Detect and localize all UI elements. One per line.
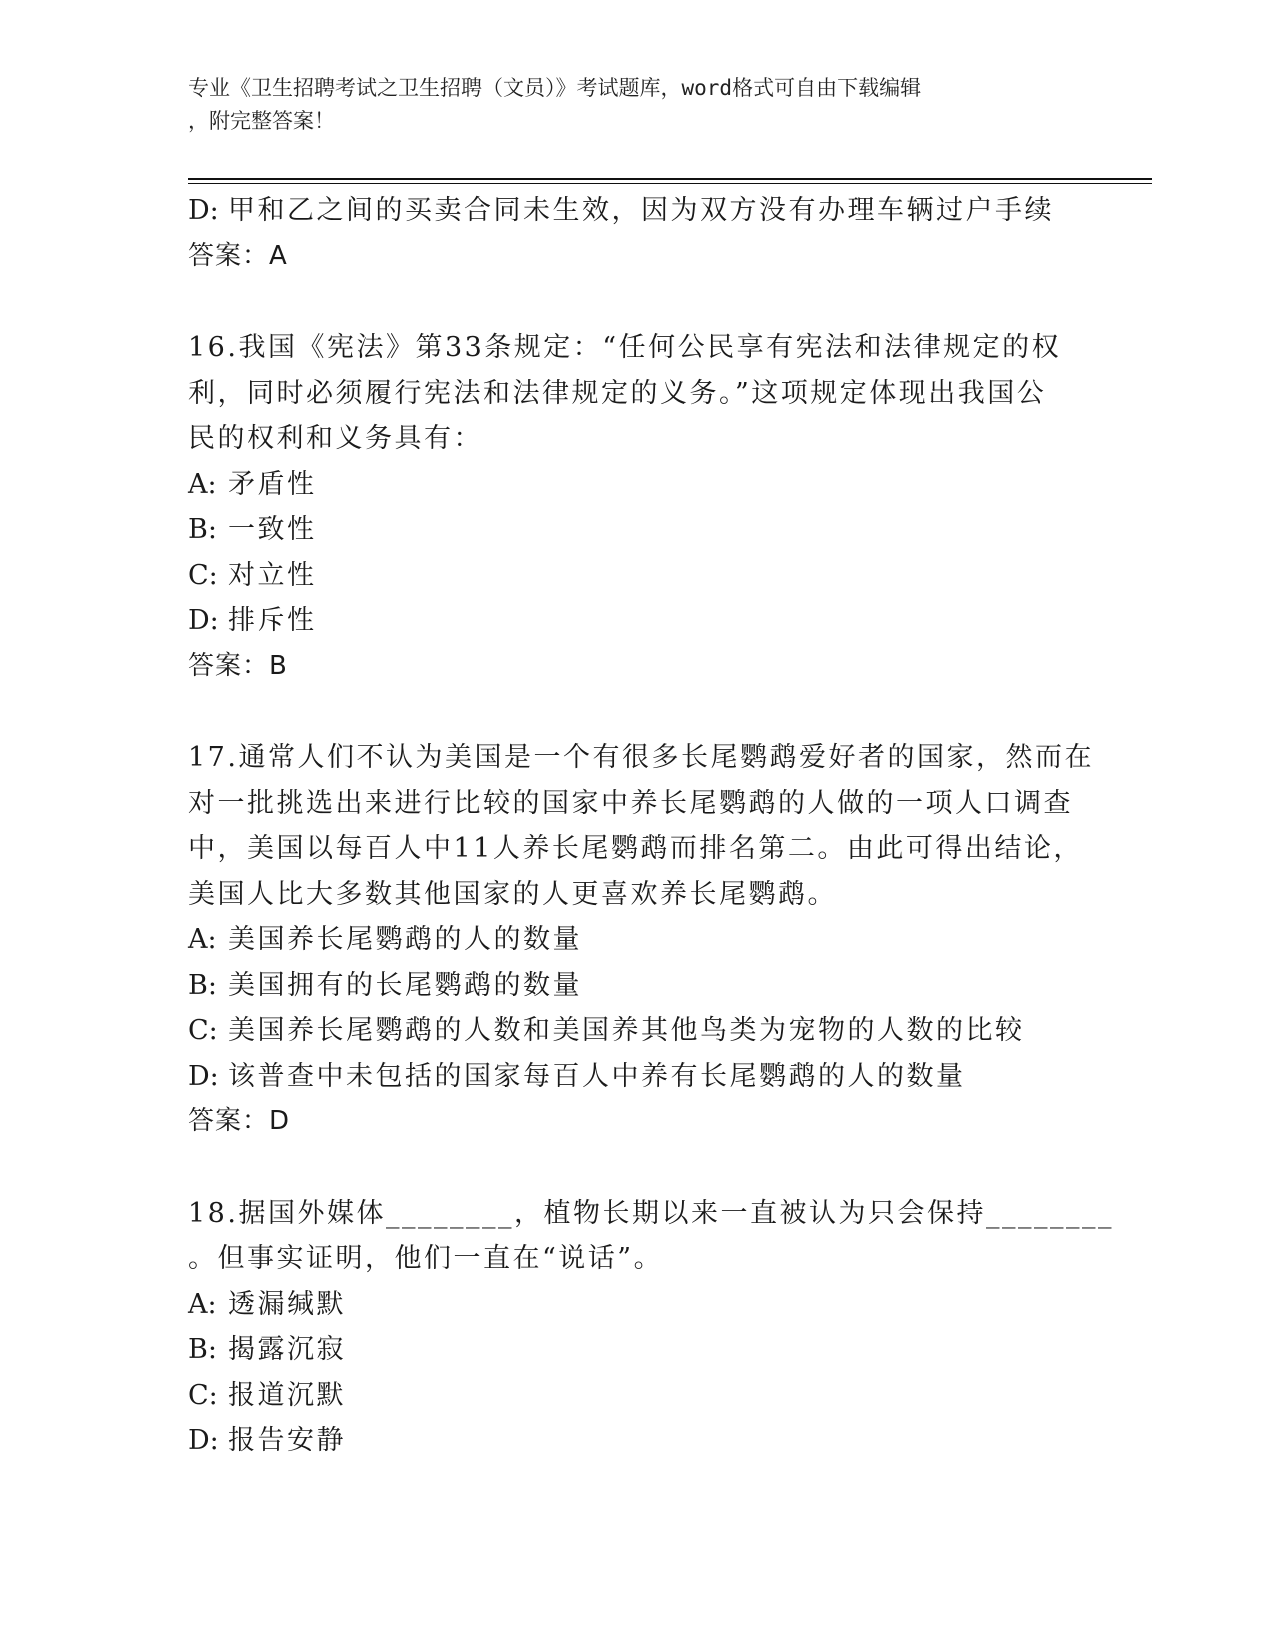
answer: 答案：D (188, 1106, 291, 1136)
question-stem-line: 美国人比大多数其他国家的人更喜欢养长尾鹦鹉。 (188, 878, 837, 910)
option-a: A: 矛盾性 (188, 468, 317, 500)
option-d: D: 该普查中未包括的国家每百人中养有长尾鹦鹉的人的数量 (188, 1060, 966, 1092)
answer: 答案：A (188, 240, 288, 271)
option-b: B: 揭露沉寂 (188, 1334, 346, 1365)
question-18 (188, 1191, 1114, 1464)
question-16 (188, 325, 1088, 689)
question-17 (188, 735, 1094, 1145)
option-b: B: 美国拥有的长尾鹦鹉的数量 (188, 969, 582, 1001)
option-a: A: 透漏缄默 (188, 1288, 346, 1320)
option-a: A: 美国养长尾鹦鹉的人的数量 (188, 924, 582, 955)
question-stem-line: 16.我国《宪法》第33条规定：“任何公民享有宪法和法律规定的权 (188, 332, 1062, 363)
question-stem-line: 利，同时必须履行宪法和法律规定的义务。”这项规定体现出我国公 (188, 377, 1047, 409)
option-c: C: 美国养长尾鹦鹉的人数和美国养其他鸟类为宠物的人数的比较 (188, 1015, 1025, 1046)
option-d: D: 甲和乙之间的买卖合同未生效，因为双方没有办理车辆过户手续 (188, 195, 1054, 226)
option-b: B: 一致性 (188, 514, 317, 545)
header-line-1: 专业《卫生招聘考试之卫生招聘（文员）》考试题库，word格式可自由下载编辑 (188, 76, 922, 100)
question-stem-line: 民的权利和义务具有： (188, 423, 483, 454)
question-stem-line: 18.据国外媒体________，植物长期以来一直被认为只会保持________ (188, 1197, 1114, 1229)
page-header (188, 72, 1088, 138)
question-stem-line: 中，美国以每百人中11人养长尾鹦鹉而排名第二。由此可得出结论， (188, 833, 1083, 864)
question-stem-line: 对一批挑选出来进行比较的国家中养长尾鹦鹉的人做的一项人口调查 (188, 787, 1073, 819)
option-c: C: 对立性 (188, 559, 317, 591)
header-divider (188, 178, 1152, 184)
header-line-2: ，附完整答案！ (188, 109, 335, 133)
answer: 答案：B (188, 650, 288, 681)
question-content (188, 188, 1114, 1464)
option-d: D: 排斥性 (188, 605, 317, 636)
option-d: D: 报告安静 (188, 1425, 346, 1456)
option-c: C: 报道沉默 (188, 1379, 346, 1411)
question-stem-line: 17.通常人们不认为美国是一个有很多长尾鹦鹉爱好者的国家，然而在 (188, 742, 1094, 773)
question-stem-line: 。但事实证明，他们一直在“说话”。 (188, 1243, 664, 1274)
